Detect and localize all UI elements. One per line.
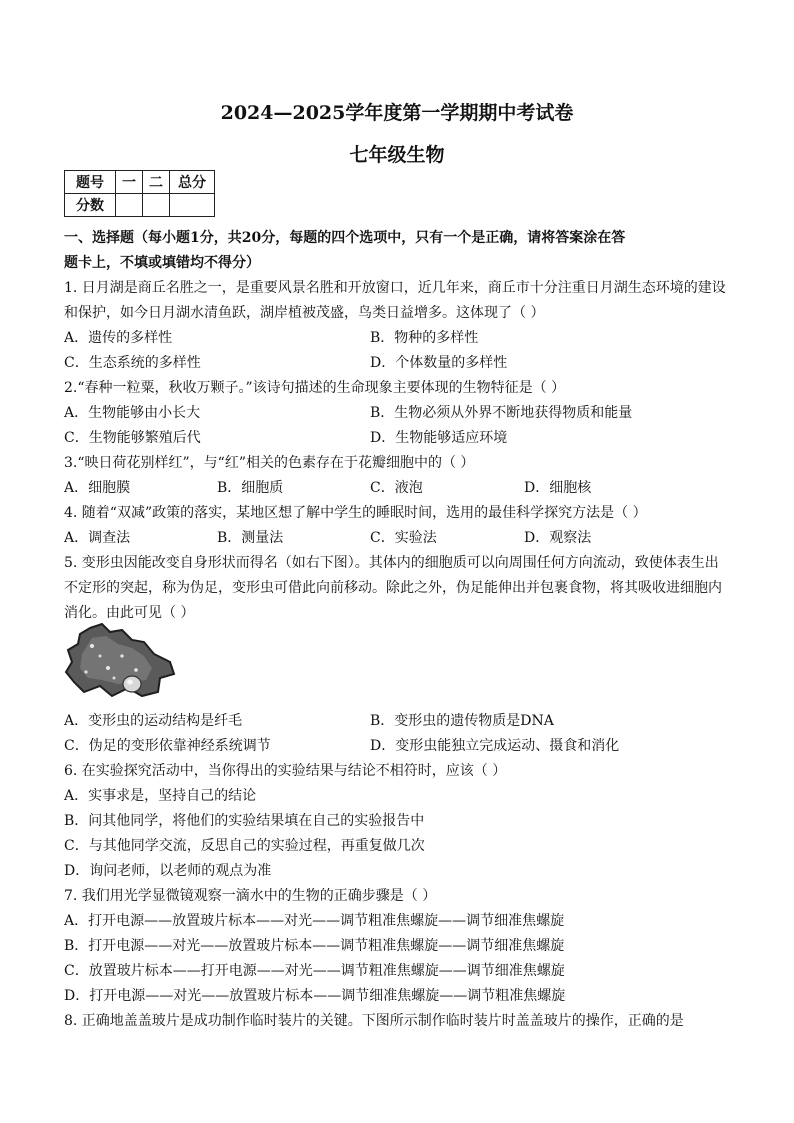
question-stem: 8. 正确地盖盖玻片是成功制作临时装片的关键。下图所示制作临时装片时盖盖玻片的操作，正确的是 [64,1013,684,1029]
option-b: B．细胞质 [217,480,284,496]
option-d: D．询问老师，以老师的观点为准 [64,863,272,879]
score-cell-blank [116,194,143,217]
score-cell: 分数 [65,194,116,217]
option-c: C．放置玻片标本——打开电源——对光——调节粗准焦螺旋——调节细准焦螺旋 [64,963,565,979]
option-b: B．测量法 [217,530,284,546]
option-b: B．物种的多样性 [370,330,479,346]
option-a: A．生物能够由小长大 [64,405,201,421]
option-a: A．变形虫的运动结构是纤毛 [64,713,243,729]
option-a: A．打开电源——放置玻片标本——对光——调节粗准焦螺旋——调节细准焦螺旋 [64,913,565,929]
question-stem: 6. 在实验探究活动中，当你得出的实验结果与结论不相符时，应该（ ） [64,763,507,779]
option-b: B．变形虫的遗传物质是DNA [370,713,554,729]
option-a: A．实事求是，坚持自己的结论 [64,788,257,804]
question-stem-cont: 不定形的突起，称为伪足，变形虫可借此向前移动。除此之外，伪足能伸出并包裹食物，将其吸收进细胞内 [64,580,722,596]
option-a: A．调查法 [64,530,131,546]
option-c: C．与其他同学交流，反思自己的实验过程，再重复做几次 [64,838,425,854]
score-table [64,170,215,217]
option-d: D．打开电源——对光——放置玻片标本——调节细准焦螺旋——调节粗准焦螺旋 [64,988,566,1004]
option-c: C．生物能够繁殖后代 [64,430,201,446]
option-d: D．细胞核 [524,480,592,496]
question-stem-cont: 消化。由此可见（ ） [64,605,195,621]
option-c: C．实验法 [370,530,437,546]
option-c: C．伪足的变形依靠神经系统调节 [64,738,271,754]
option-b: B．问其他同学，将他们的实验结果填在自己的实验报告中 [64,813,425,829]
question-stem: 2.“春种一粒粟，秋收万颗子。”该诗句描述的生命现象主要体现的生物特征是（ ） [64,380,566,396]
option-b: B．生物必须从外界不断地获得物质和能量 [370,405,633,421]
score-table-score-row [65,194,215,217]
question-stem: 4. 随着“双减”政策的落实，某地区想了解中学生的睡眠时间，选用的最佳科学探究方法是（ ） [64,505,647,521]
option-b: B．打开电源——对光——放置玻片标本——调节粗准焦螺旋——调节细准焦螺旋 [64,938,565,954]
score-cell-blank [143,194,170,217]
score-cell: 二 [143,171,170,194]
option-d: D．变形虫能独立完成运动、摄食和消化 [370,738,620,754]
option-a: A．细胞膜 [64,480,131,496]
option-d: D．观察法 [524,530,592,546]
option-a: A．遗传的多样性 [64,330,173,346]
question-stem: 7. 我们用光学显微镜观察一滴水中的生物的正确步骤是（ ） [64,888,437,904]
question-stem-cont: 和保护，如今日月湖水清鱼跃，湖岸植被茂盛，鸟类日益增多。这体现了（ ） [64,305,545,321]
score-table-header-row [65,171,215,194]
question-stem: 3.“映日荷花别样红”，与“红”相关的色素存在于花瓣细胞中的（ ） [64,455,475,471]
exam-subtitle: 七年级生物 [349,144,445,166]
exam-title: 2024—2025学年度第一学期期中考试卷 [220,102,574,124]
option-c: C．液泡 [370,480,423,496]
score-cell: 总分 [170,171,215,194]
section-heading: 一、选择题（每小题1分，共20分，每题的四个选项中，只有一个是正确，请将答案涂在答 [64,230,626,246]
amoeba-image [62,622,178,700]
section-heading-cont: 题卡上，不填或填错均不得分） [64,255,260,271]
question-stem: 5. 变形虫因能改变自身形状而得名（如右下图）。其体内的细胞质可以向周围任何方向流动，致使体表生出 [64,555,719,571]
score-cell: 一 [116,171,143,194]
score-cell: 题号 [65,171,116,194]
option-c: C．生态系统的多样性 [64,355,201,371]
score-cell-blank [170,194,215,217]
option-d: D．个体数量的多样性 [370,355,508,371]
question-stem: 1. 日月湖是商丘名胜之一，是重要风景名胜和开放窗口，近几年来，商丘市十分注重日月湖生态环境的建设 [64,280,726,296]
option-d: D．生物能够适应环境 [370,430,508,446]
